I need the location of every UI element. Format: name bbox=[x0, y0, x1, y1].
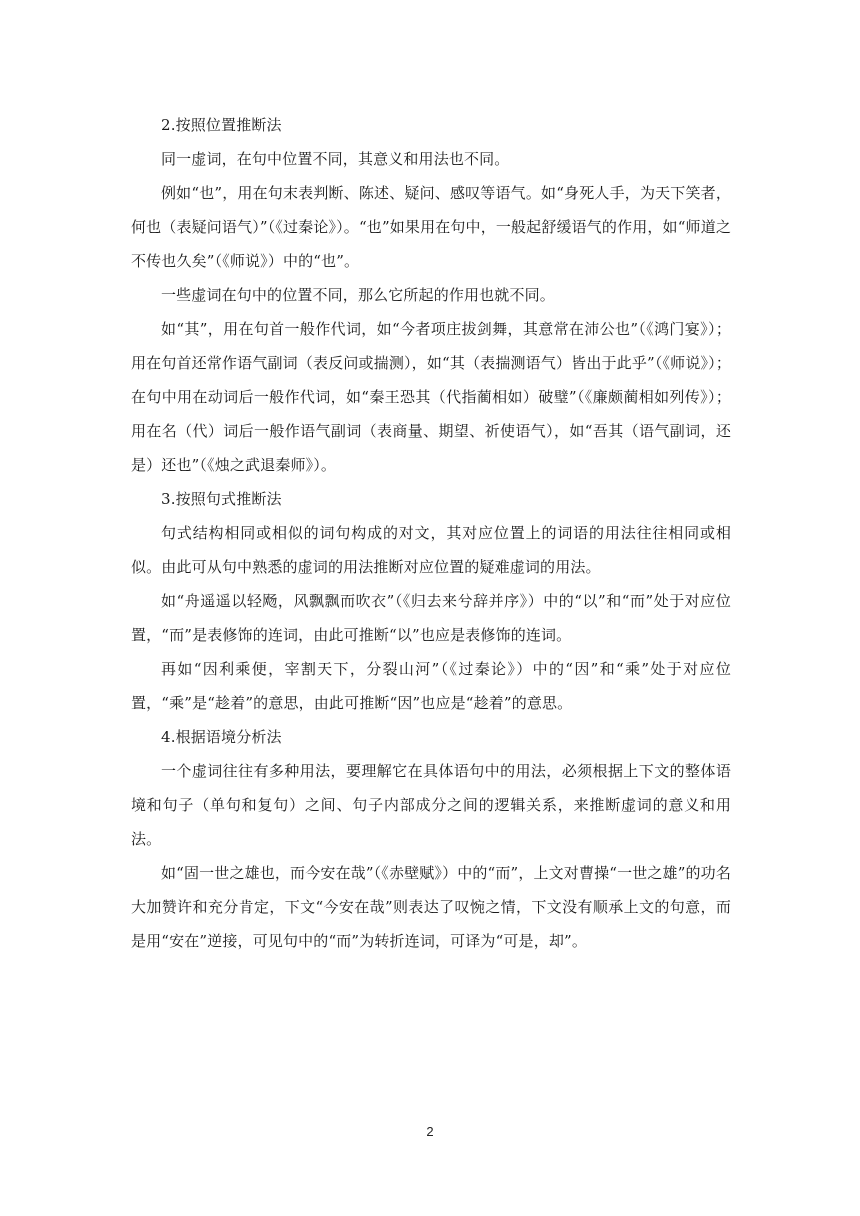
paragraph: 再如“因利乘便，宰割天下，分裂山河”（《过秦论》）中的“因”和“乘”处于对应位置，“乘”是“趁着”的意思，由此可推断“因”也应是“趁着”的意思。 bbox=[131, 660, 731, 712]
section-heading-sentence-pattern-method: 3.按照句式推断法 bbox=[161, 490, 282, 508]
paragraph: 如“固一世之雄也，而今安在哉”（《赤壁赋》）中的“而”，上文对曹操“一世之雄”的功名大加赞许和充分肯定，下文“今安在哉”则表达了叹惋之情，下文没有顺承上文的句意，而是用“安在”逆接，可见句中的“而”为转折连词，可译为“可是，却”。 bbox=[131, 864, 731, 950]
paragraph: 一个虚词往往有多种用法，要理解它在具体语句中的用法，必须根据上下文的整体语境和句子（单句和复句）之间、句子内部成分之间的逻辑关系，来推断虚词的意义和用法。 bbox=[131, 762, 731, 848]
paragraph: 例如“也”，用在句末表判断、陈述、疑问、感叹等语气。如“身死人手，为天下笑者，何也（表疑问语气）”（《过秦论》）。“也”如果用在句中，一般起舒缓语气的作用，如“师道之不传也久矣”（《师说》）中的“也”。 bbox=[131, 184, 731, 270]
paragraph: 同一虚词，在句中位置不同，其意义和用法也不同。 bbox=[161, 150, 510, 168]
paragraph: 一些虚词在句中的位置不同，那么它所起的作用也就不同。 bbox=[161, 286, 555, 304]
page-number: 2 bbox=[426, 1124, 434, 1139]
document-body bbox=[131, 108, 731, 958]
section-heading-position-method: 2.按照位置推断法 bbox=[161, 116, 282, 134]
paragraph: 如“其”，用在句首一般作代词，如“今者项庄拔剑舞，其意常在沛公也”（《鸿门宴》）；用在句首还常作语气副词（表反问或揣测），如“其（表揣测语气）皆出于此乎”（《师说》）；在句中用在动词后一般作代词，如“秦王恐其（代指蔺相如）破璧”（《廉颇蔺相如列传》）；用在名（代）词后一般作语气副词（表商量、期望、祈使语气），如“吾其（语气副词，还是）还也”（《烛之武退秦师》）。 bbox=[131, 320, 731, 474]
paragraph: 句式结构相同或相似的词句构成的对文，其对应位置上的词语的用法往往相同或相似。由此可从句中熟悉的虚词的用法推断对应位置的疑难虚词的用法。 bbox=[131, 524, 731, 576]
section-heading-context-method: 4.根据语境分析法 bbox=[161, 728, 282, 746]
paragraph: 如“舟遥遥以轻飏，风飘飘而吹衣”（《归去来兮辞并序》）中的“以”和“而”处于对应位置，“而”是表修饰的连词，由此可推断“以”也应是表修饰的连词。 bbox=[131, 592, 731, 644]
